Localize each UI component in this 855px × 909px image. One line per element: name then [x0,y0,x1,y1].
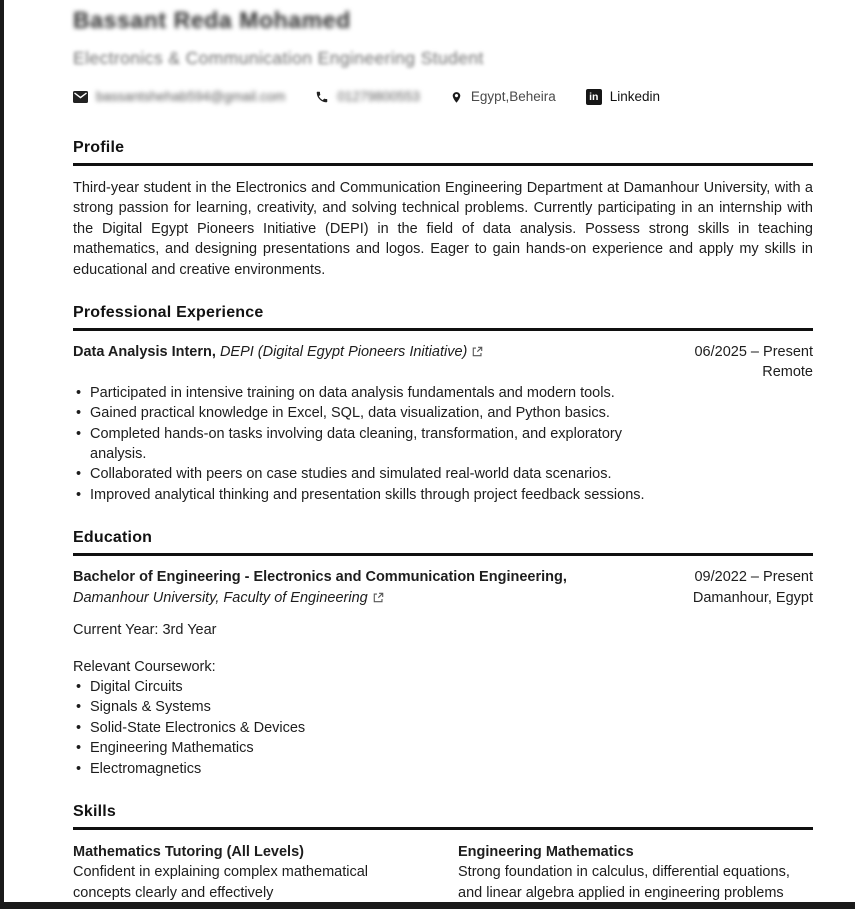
phone-text: 01279800553 [337,89,420,104]
section-heading-profile: Profile [73,138,813,166]
skills-grid [73,842,813,903]
experience-date: 06/2025 – Present [694,344,813,361]
viewport-bottom-edge [0,902,855,909]
experience-bullet: • Completed hands-on tasks involving data cleaning, transformation, and exploratory analysis. [73,424,645,465]
location-text: Egypt,Beheira [470,89,556,104]
coursework-item: • Signals & Systems [73,697,813,717]
contact-row [73,88,813,106]
skill-title: Engineering Mathematics [458,843,634,860]
envelope-icon [73,91,88,103]
external-link-icon[interactable] [472,346,483,357]
education-current-year: Current Year: 3rd Year [73,622,217,639]
experience-bullet: • Gained practical knowledge in Excel, SQL, data visualization, and Python basics. [73,403,645,423]
linkedin-icon: in [586,89,602,105]
person-title: Electronics & Communication Engineering Student [73,48,484,68]
section-heading-experience: Professional Experience [73,303,813,331]
person-name: Bassant Reda Mohamed [73,7,351,33]
experience-bullet: • Improved analytical thinking and presentation skills through project feedback sessions. [73,485,645,505]
contact-phone [315,88,420,106]
coursework-list [73,677,813,779]
experience-entry-title-line [73,342,483,383]
skill-item [458,842,813,903]
experience-entry-header [73,342,813,383]
skill-description: Confident in explaining complex mathematical concepts clearly and effectively [73,864,368,901]
contact-email [73,88,285,106]
education-entry-title-line [73,567,567,608]
location-pin-icon [450,90,463,105]
viewport-left-edge [0,0,4,909]
education-date-location [681,567,813,608]
coursework-item: • Solid-State Electronics & Devices [73,718,813,738]
coursework-item: • Digital Circuits [73,677,813,697]
experience-bullet: • Collaborated with peers on case studies and simulated real-world data scenarios. [73,464,645,484]
education-degree: Bachelor of Engineering - Electronics and Communication Engineering, [73,569,567,586]
skill-item [73,842,428,903]
education-school: Damanhour University, Faculty of Engineering [73,589,368,606]
email-text: bassantshehab594@gmail.com [96,89,286,104]
coursework-label: Relevant Coursework: [73,658,216,675]
contact-location [450,88,556,106]
experience-org: DEPI (Digital Egypt Pioneers Initiative) [219,344,468,361]
coursework-item: • Engineering Mathematics [73,738,813,758]
coursework-item: • Electromagnetics [73,759,813,779]
external-link-icon[interactable] [373,592,384,603]
contact-linkedin[interactable] [586,88,660,106]
education-entry-header [73,567,813,608]
education-date: 09/2022 – Present [694,569,813,586]
experience-bullet-list [73,383,645,505]
experience-role: Data Analysis Intern, [73,344,216,361]
section-heading-skills: Skills [73,802,813,830]
experience-location: Remote [762,364,813,381]
skill-description: Strong foundation in calculus, differential equations, and linear algebra applied in engineering problems [458,864,790,901]
experience-date-location [682,342,813,383]
education-location: Damanhour, Egypt [692,589,813,606]
linkedin-label: Linkedin [609,89,661,104]
section-heading-education: Education [73,528,813,556]
skill-title: Mathematics Tutoring (All Levels) [73,843,304,860]
phone-icon [315,90,329,104]
experience-bullet: • Participated in intensive training on data analysis fundamentals and modern tools. [73,383,645,403]
profile-paragraph: Third-year student in the Electronics and Communication Engineering Department at Damanhour University, with a strong passion for learning, creativity, and solving technical problems. Currently participating in an internship with the Digital Egypt Pioneers Initiative (DEPI) in the field of data analysis. Possess strong skills in teaching mathematics, and designing presentations and logos. Eager to gain hands-on experience and apply my skills in educational and creative environments. [73,180,813,278]
